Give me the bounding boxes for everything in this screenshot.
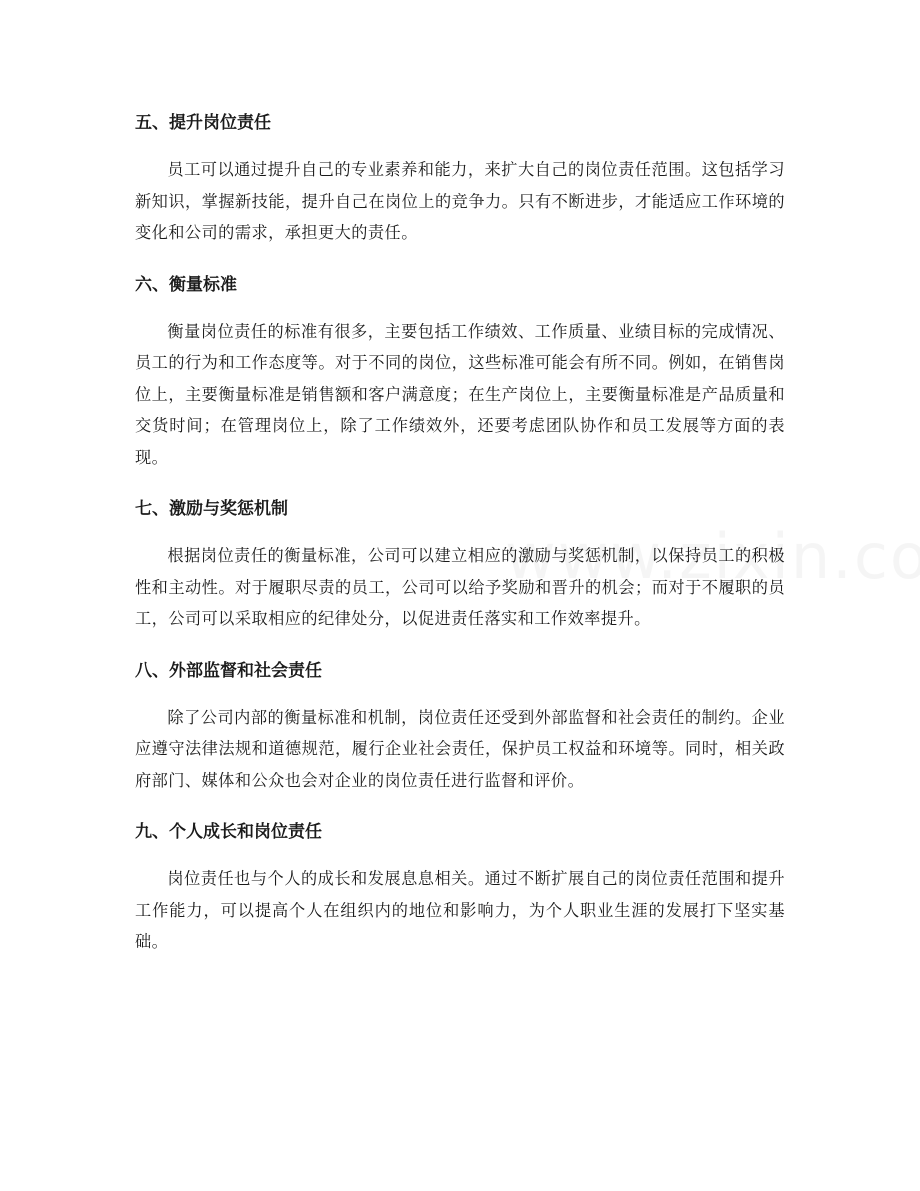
section-9 [135,813,785,958]
section-heading: 五、提升岗位责任 [135,113,271,133]
section-heading: 六、衡量标准 [135,274,237,295]
section-paragraph: 员工可以通过提升自己的专业素养和能力，来扩大自己的岗位责任范围。这包括学习新知识，掌握新技能，提升自己在岗位上的竞争力。只有不断进步，才能适应工作环境的变化和公司的需求，承担更大的责任。 [135,160,785,242]
section-paragraph: 根据岗位责任的衡量标准，公司可以建立相应的激励与奖惩机制，以保持员工的积极性和主动性。对于履职尽责的员工，公司可以给予奖励和晋升的机会；而对于不履职的员工，公司可以采取相应的纪律处分，以促进责任落实和工作效率提升。 [135,546,785,628]
section-6 [135,266,785,474]
section-paragraph: 衡量岗位责任的标准有很多，主要包括工作绩效、工作质量、业绩目标的完成情况、员工的行为和工作态度等。对于不同的岗位，这些标准可能会有所不同。例如，在销售岗位上，主要衡量标准是销售额和客户满意度；在生产岗位上，主要衡量标准是产品质量和交货时间；在管理岗位上，除了工作绩效外，还要考虑团队协作和员工发展等方面的表现。 [135,321,785,467]
section-heading: 九、个人成长和岗位责任 [135,822,322,842]
section-paragraph: 除了公司内部的衡量标准和机制，岗位责任还受到外部监督和社会责任的制约。企业应遵守法律法规和道德规范，履行企业社会责任，保护员工权益和环境等。同时，相关政府部门、媒体和公众也会对企业的岗位责任进行监督和评价。 [135,707,785,790]
section-8 [135,652,785,797]
section-heading: 七、激励与奖惩机制 [135,499,288,519]
section-5 [135,104,785,249]
section-heading: 八、外部监督和社会责任 [135,660,322,681]
section-7 [135,490,785,635]
section-paragraph: 岗位责任也与个人的成长和发展息息相关。通过不断扩展自己的岗位责任范围和提升工作能力，可以提高个人在组织内的地位和影响力，为个人职业生涯的发展打下坚实基础。 [135,869,785,951]
document-content [135,104,785,975]
